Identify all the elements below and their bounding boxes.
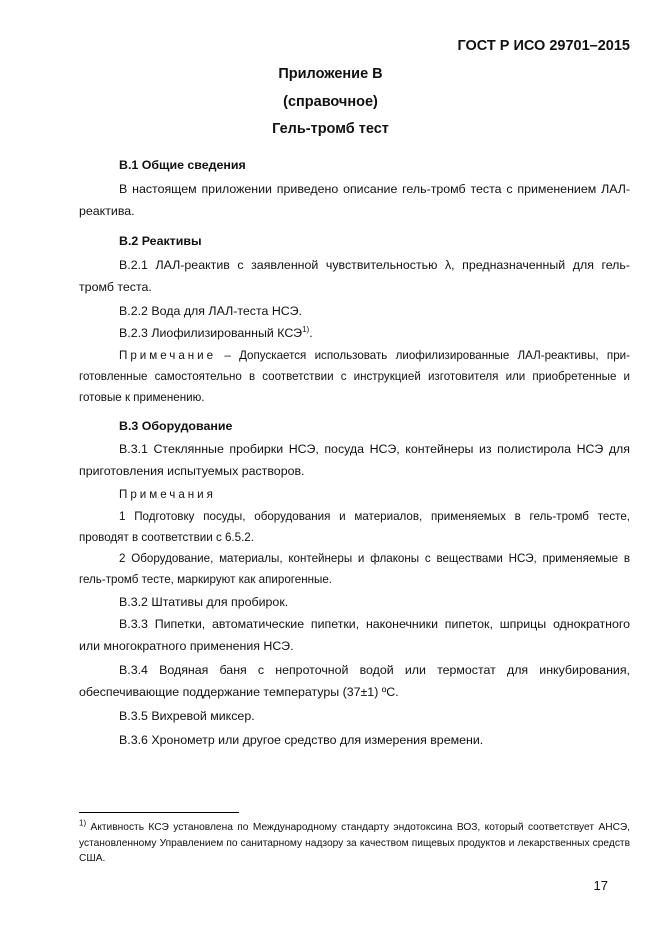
paragraph-b2-2: В.2.2 Вода для ЛАЛ-теста НСЭ. [119,304,302,318]
paragraph-b3-3: В.3.3 Пипетки, автоматические пипетки, наконечники пипеток, шприцы однократного или многократного применения НСЭ. [79,617,630,653]
paragraph-b3-1: В.3.1 Стеклянные пробирки НСЭ, посуда НСЭ, контейнеры из полистирола НСЭ для приготовления испытуемых растворов. [79,442,630,478]
appendix-title: Приложение В [278,66,383,82]
paragraph-b2-3-text: В.2.3 Лиофилизированный КСЭ [119,326,303,340]
notes-label-b3: Примечания [119,488,216,501]
footnote-reference: 1) [302,324,310,334]
paragraph-b2-1: В.2.1 ЛАЛ-реактив с заявленной чувствительностью λ, предназначенный для гель-тромб теста. [79,258,630,294]
section-heading-b2: В.2 Реактивы [119,234,202,248]
paragraph-b2-3 [79,322,630,344]
appendix-name: Гель-тромб тест [272,121,389,137]
section-heading-b3: В.3 Оборудование [119,419,233,433]
note-label: Примечание [119,349,217,362]
paragraph-b3-2: В.3.2 Штативы для пробирок. [119,595,289,609]
note-text: – Допускается использовать лиофилизированные ЛАЛ-реактивы, приготовленные самостоятельно в соответствии с инструкцией изготовителя или приобретенные и готовые к применению. [79,349,630,404]
document-code: ГОСТ Р ИСО 29701–2015 [457,38,630,54]
paragraph-b2-3-end: . [309,326,313,340]
note-b3-2: 2 Оборудование, материалы, контейнеры и флаконы с веществами НСЭ, применяемые в гель-тромб тесте, маркируют как апирогенные. [79,552,630,586]
footnote-separator [79,812,239,813]
section-heading-b1: В.1 Общие сведения [119,158,246,172]
footnote-text: Активность КСЭ установлена по Международному стандарту эндотоксина ВОЗ, который соответствует АНСЭ, установленному Управлением по санитарному надзору за качеством пищевых продуктов и лекарственных средств США. [79,822,630,864]
paragraph-b1: В настоящем приложении приведено описание гель-тромб теста с применением ЛАЛ-реактива. [79,182,630,218]
footnote-marker: 1) [79,818,87,828]
page-number: 17 [593,878,608,893]
paragraph-b3-6: В.3.6 Хронометр или другое средство для измерения времени. [119,733,484,747]
paragraph-b3-4: В.3.4 Водяная баня с непроточной водой или термостат для инкубирования, обеспечивающие поддержание температуры (37±1) ºС. [79,663,630,699]
footnote [79,820,630,867]
appendix-subtitle: (справочное) [283,94,378,110]
note-b2 [79,345,630,408]
paragraph-b3-5: В.3.5 Вихревой миксер. [119,709,255,723]
note-b3-1: 1 Подготовку посуды, оборудования и материалов, применяемых в гель-тромб тесте, проводят в соответствии с 6.5.2. [79,510,630,544]
